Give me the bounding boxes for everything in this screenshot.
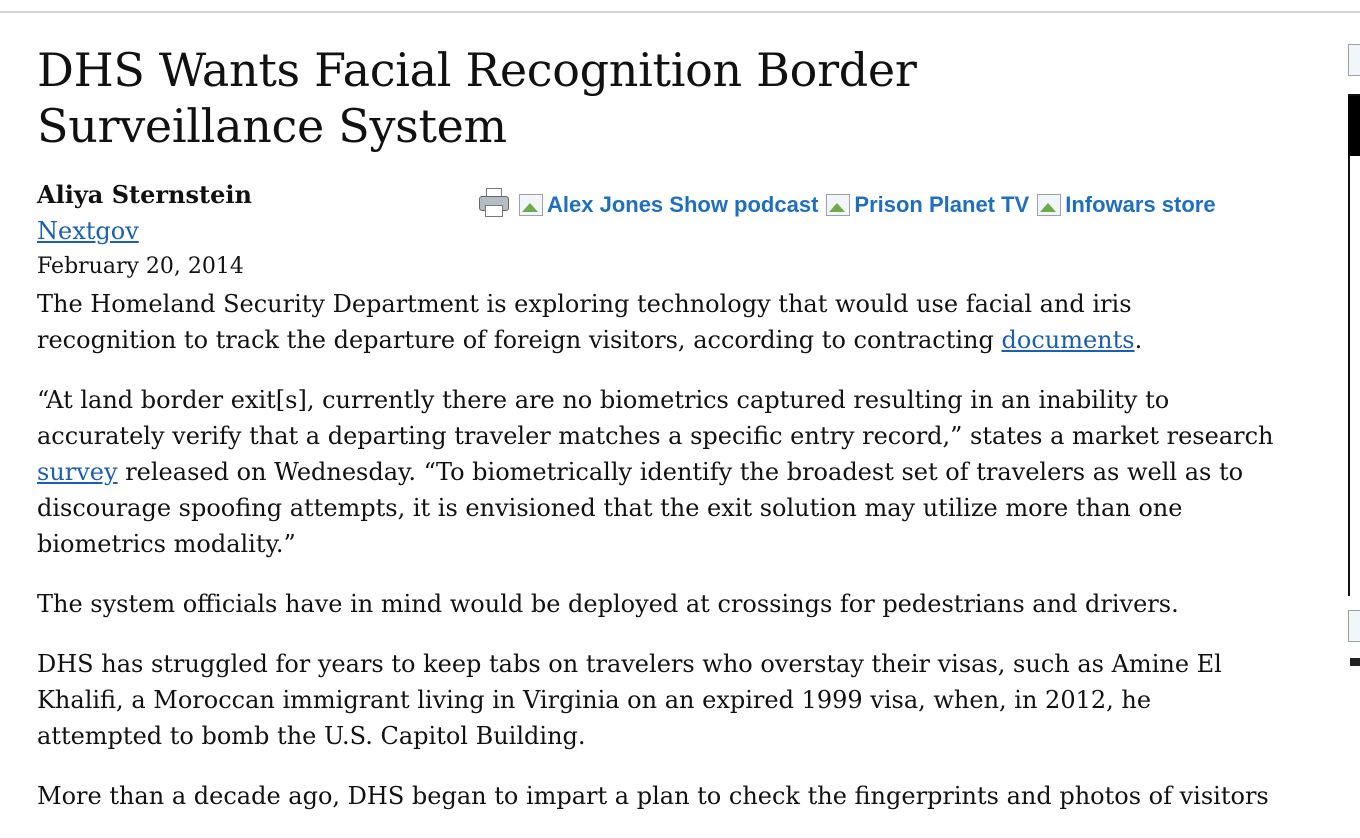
publish-date: February 20, 2014: [37, 254, 244, 279]
survey-link[interactable]: survey: [37, 458, 118, 486]
paragraph: The system officials have in mind would be deployed at crossings for pedestrians and drivers.: [37, 590, 1179, 618]
alex-jones-podcast-link[interactable]: [517, 192, 818, 218]
article-body: [37, 286, 1277, 814]
promo-label: Prison Planet TV: [854, 192, 1030, 217]
right-sidebar: [1346, 0, 1360, 780]
promo-label: Alex Jones Show podcast: [547, 192, 819, 217]
documents-link[interactable]: documents: [1001, 326, 1135, 354]
byline: [37, 178, 1277, 286]
broken-image-icon: [824, 192, 852, 218]
paragraph: More than a decade ago, DHS began to impart a plan to check the fingerprints and photos of visitors: [37, 782, 1269, 810]
paragraph: DHS has struggled for years to keep tabs on travelers who overstay their visas, such as Amine El Khalifi, a Moroccan immigrant living in Virginia on an expired 1999 visa, when, in 2012, he attempted to bomb the U.S. Capitol Building.: [37, 650, 1222, 750]
sidebar-panel: [1348, 94, 1360, 596]
printer-icon[interactable]: [477, 186, 509, 218]
paragraph: “At land border exit[s], currently there are no biometrics captured resulting in an inability to accurately verify that a departing traveler matches a specific entry record,” states a market research survey released on Wednesday. “To biometrically identify the broadest set of travelers as well as to discourage spoofing attempts, it is envisioned that the exit solution may utilize more than one biometrics modality.”: [37, 386, 1274, 558]
sidebar-banner: [1348, 96, 1360, 156]
broken-image-icon: [1348, 44, 1360, 76]
top-divider: [0, 11, 1360, 13]
paragraph: The Homeland Security Department is exploring technology that would use facial and iris recognition to track the departure of foreign visitors, according to contracting documents.: [37, 290, 1143, 354]
broken-image-icon: [1348, 610, 1360, 642]
sidebar-divider: [1350, 658, 1360, 666]
source-link[interactable]: Nextgov: [37, 217, 139, 245]
prison-planet-tv-link[interactable]: [824, 192, 1029, 218]
infowars-store-link[interactable]: [1035, 192, 1215, 218]
promo-label: Infowars store: [1065, 192, 1216, 217]
article-title: DHS Wants Facial Recognition Border Surveillance System: [37, 43, 917, 153]
broken-image-icon: [517, 192, 545, 218]
author-name: Aliya Sternstein: [37, 180, 252, 209]
article: [37, 42, 1277, 838]
broken-image-icon: [1035, 192, 1063, 218]
promo-bar: [477, 186, 1216, 218]
